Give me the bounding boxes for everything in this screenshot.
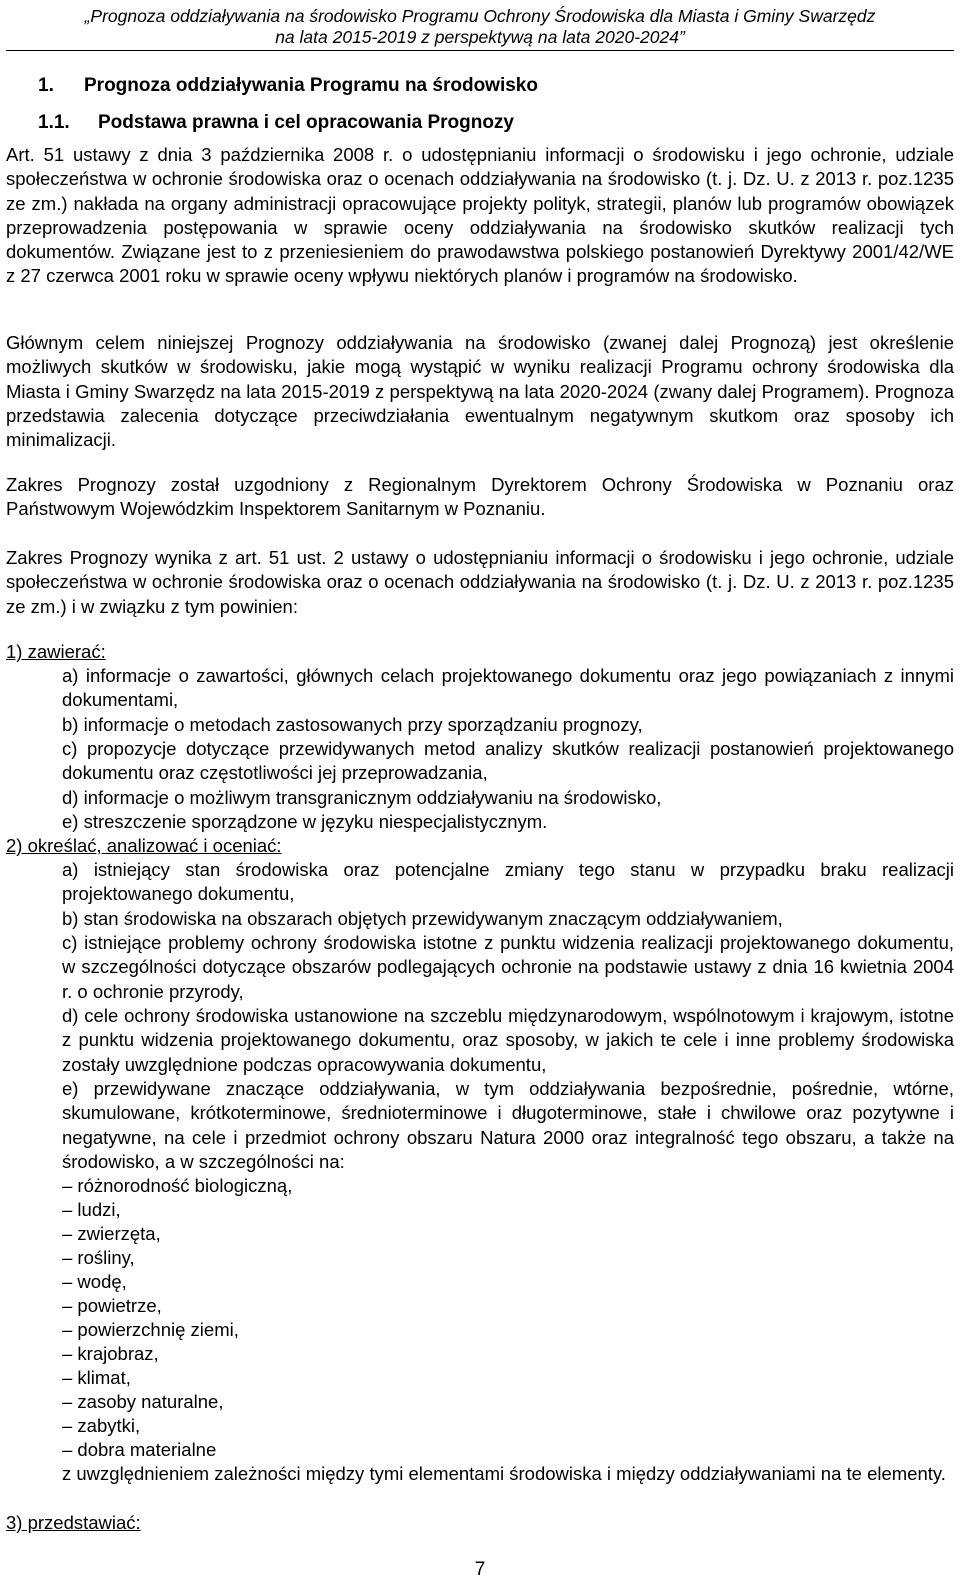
paragraph-purpose: Głównym celem niniejszej Prognozy oddziaływania na środowisko (zwanej dalej Prognozą) jest określenie możliwych skutków w środowisku, jakie mogą wystąpić w wyniku realizacji Programu ochrony środowiska dla Miasta i Gminy Swarzędz na lata 2015-2019 z perspektywą na lata 2020-2024 (zwany dalej Programem). Prognoza przedstawia zalecenia dotyczące przeciwdziałania ewentualnym negatywnym skutkom oraz sposoby ich minimalizacji. (6, 332, 954, 451)
list-item: – zasoby naturalne, (62, 1391, 224, 1412)
list-item: – dobra materialne (62, 1439, 217, 1460)
list2-item-d: d) cele ochrony środowiska ustanowione na szczeblu międzynarodowym, wspólnotowym i krajowym, istotne z punktu widzenia projektowanego dokumentu, oraz sposoby, w jakich te cele i inne problemy środowiska zostały uwzględnione podczas opracowywania dokumentu, (62, 1005, 954, 1075)
list1-item-e: e) streszczenie sporządzone w języku niespecjalistycznym. (62, 811, 548, 832)
header-divider (6, 50, 954, 51)
list2-item-e: e) przewidywane znaczące oddziaływania, w tym oddziaływania bezpośrednie, pośrednie, wtórne, skumulowane, krótkoterminowe, średnioterminowe i długoterminowe, stałe i chwilowe oraz pozytywne i negatywne, na cele i przedmiot ochrony obszaru Natura 2000 oraz integralność tego obszaru, a także na środowisko, a w szczególności na: (62, 1078, 954, 1172)
paragraph-scope-required: Zakres Prognozy wynika z art. 51 ust. 2 ustawy o udostępnianiu informacji o środowisku i jego ochronie, udziale społeczeństwa w ochronie środowiska oraz o ocenach oddziaływania na środowisko (t. j. Dz. U. z 2013 r. poz.1235 ze zm.) i w związku z tym powinien: (6, 547, 954, 617)
list2-heading: 2) określać, analizować i oceniać: (6, 835, 282, 856)
list-item: – rośliny, (62, 1247, 135, 1268)
running-header-line1: „Prognoza oddziaływania na środowisko Programu Ochrony Środowiska dla Miasta i Gminy Swarzędz (84, 6, 876, 26)
list-item: – wodę, (62, 1271, 127, 1292)
list2-closing: z uwzględnieniem zależności między tymi elementami środowiska i między oddziaływaniami na te elementy. (62, 1463, 946, 1484)
paragraph-legal-basis: Art. 51 ustawy z dnia 3 października 2008 r. o udostępnianiu informacji o środowisku i jego ochronie, udziale społeczeństwa w ochronie środowiska oraz o ocenach oddziaływania na środowisko (t. j. Dz. U. z 2013 r. poz.1235 ze zm.) nakłada na organy administracji opracowujące projekty polityk, strategii, planów lub programów obowiązek przeprowadzenia postępowania w sprawie oceny oddziaływania na środowisko skutków realizacji tych dokumentów. Związane jest to z przeniesieniem do prawodawstwa polskiego postanowień Dyrektywy 2001/42/WE z 27 czerwca 2001 roku w sprawie oceny wpływu niektórych planów i programów na środowisko. (6, 144, 954, 287)
page-number: 7 (474, 1559, 486, 1580)
list-item: – krajobraz, (62, 1343, 159, 1364)
list1-item-d: d) informacje o możliwym transgranicznym oddziaływaniu na środowisko, (62, 787, 662, 808)
subsection-title: Podstawa prawna i cel opracowania Prognozy (98, 112, 514, 133)
subsection-heading (38, 112, 514, 134)
list1-item-b: b) informacje o metodach zastosowanych przy sporządzaniu prognozy, (62, 714, 643, 735)
list-item: – powierzchnię ziemi, (62, 1319, 239, 1340)
list-item: – zabytki, (62, 1415, 141, 1436)
list2-item-b: b) stan środowiska na obszarach objętych przewidywanym znaczącym oddziaływaniem, (62, 908, 783, 929)
list1-item-c: c) propozycje dotyczące przewidywanych metod analizy skutków realizacji postanowień projektowanego dokumentu oraz częstotliwości jej przeprowadzania, (62, 738, 954, 784)
list-item: – ludzi, (62, 1199, 121, 1220)
list2-item-c: c) istniejące problemy ochrony środowiska istotne z punktu widzenia realizacji projektowanego dokumentu, w szczególności dotyczące obszarów podlegających ochronie na podstawie ustawy z dnia 16 kwietnia 2004 r. o ochronie przyrody, (62, 932, 954, 1002)
section-number: 1. (38, 75, 54, 96)
list-item: – zwierzęta, (62, 1223, 161, 1244)
section-heading (38, 75, 538, 97)
subsection-number: 1.1. (38, 112, 70, 133)
list-item: – powietrze, (62, 1295, 162, 1316)
list2-item-a: a) istniejący stan środowiska oraz potencjalne zmiany tego stanu w przypadku braku realizacji projektowanego dokumentu, (62, 859, 954, 905)
section-title: Prognoza oddziaływania Programu na środowisko (84, 75, 538, 96)
list-item: – klimat, (62, 1367, 131, 1388)
list1-item-a: a) informacje o zawartości, głównych celach projektowanego dokumentu oraz jego powiązaniach z innymi dokumentami, (62, 665, 954, 711)
list-item: – różnorodność biologiczną, (62, 1175, 293, 1196)
running-header-line2: na lata 2015-2019 z perspektywą na lata 2020-2024” (275, 27, 685, 47)
list3-heading: 3) przedstawiać: (6, 1512, 141, 1533)
paragraph-scope-agreed: Zakres Prognozy został uzgodniony z Regionalnym Dyrektorem Ochrony Środowiska w Poznaniu oraz Państwowym Wojewódzkim Inspektorem Sanitarnym w Poznaniu. (6, 474, 954, 520)
running-header (0, 6, 960, 48)
list1-heading: 1) zawierać: (6, 641, 106, 662)
